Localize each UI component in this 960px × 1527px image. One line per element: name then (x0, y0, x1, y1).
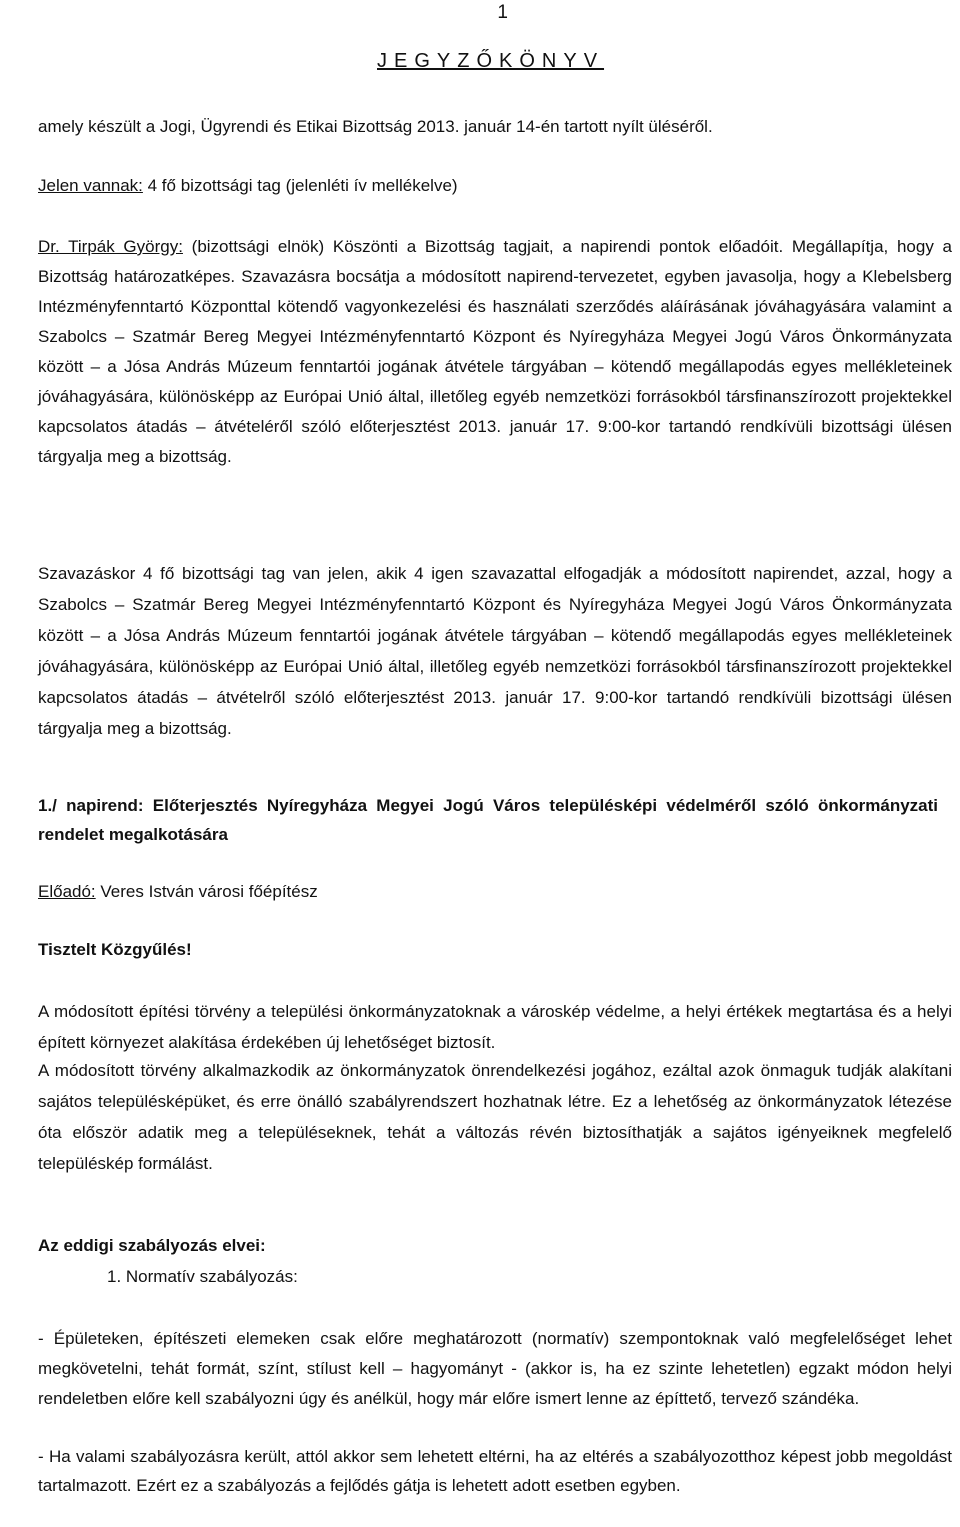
agenda-item-heading: 1./ napirend: Előterjesztés Nyíregyháza Megyei Jogú Város településképi védelméről szóló önkormányzati rendelet megalkotására (38, 796, 938, 844)
present-line (38, 173, 952, 199)
present-label: Jelen vannak: (38, 176, 143, 195)
presenter-line (38, 879, 952, 905)
page-number: 1 (497, 2, 508, 23)
paragraph-2: A módosított törvény alkalmazkodik az önkormányzatok önrendelkezési jogához, ezáltal azok önmaguk tudják alakítani sajátos településképüket, és erre önálló szabályrendszert hozhatnak létre. Ez a lehetőség az önkormányzatok létezése óta először adatik meg a településeknek, tehát a változás révén biztosíthatják a sajátos igényeiknek megfelelő településkép formálást. (38, 1061, 952, 1173)
numbered-item: 1. Normatív szabályozás: (107, 1267, 298, 1286)
chair-name: Dr. Tirpák György: (38, 237, 183, 256)
chair-text: (bizottsági elnök) Köszönti a Bizottság tagjait, a napirendi pontok előadóit. Megállapítja, hogy a Bizottság határozatképes. Szavazásra bocsátja a módosított napirend-tervezetet, egyben javasolja, hogy a Klebelsberg Intézményfenntartó Központtal kötendő vagyonkezelési és használati szerződés aláírásának jóváhagyására valamint a Szabolcs – Szatmár Bereg Megyei Intézményfenntartó Központ és Nyíregyháza Megyei Jogú Város Önkormányzata között – a Jósa András Múzeum fenntartói jogának átvétele tárgyában – kötendő megállapodás egyes mellékleteinek jóváhagyására, különösképp az Európai Unió által, illetőleg egyéb nemzetközi forrásokból társfinanszírozott projektekkel kapcsolatos átadás – átvételéről szóló előterjesztést 2013. január 17. 9:00-kor tartandó rendkívüli bizottsági ülésen tárgyalja meg a bizottság. (38, 237, 952, 466)
chair-paragraph (38, 232, 952, 472)
principles-heading: Az eddigi szabályozás elvei: (38, 1236, 266, 1255)
bullet-2: - Ha valami szabályozásra került, attól akkor sem lehetett eltérni, ha az eltérés a szabályozotthoz képest jobb megoldást tartalmazott. Ezért ez a szabályozás a fejlődés gátja is lehetett adott esetben egyben. (38, 1447, 952, 1495)
present-text: 4 fő bizottsági tag (jelenléti ív mellékelve) (142, 176, 458, 195)
bullet-1: - Épületeken, építészeti elemeken csak előre meghatározott (normatív) szempontoknak való megfelelőséget lehet megkövetelni, tehát formát, színt, stílust kell – hagyományt - (akkor is, ha ez szinte lehetetlen) egzakt módon helyi rendeletben előre kell szabályozni úgy és anélkül, hogy már előre ismert lenne az építtető, tervező szándéka. (38, 1329, 952, 1408)
document-title: JEGYZŐKÖNYV (377, 50, 605, 72)
vote-paragraph: Szavazáskor 4 fő bizottsági tag van jelen, akik 4 igen szavazattal elfogadják a módosított napirendet, azzal, hogy a Szabolcs – Szatmár Bereg Megyei Intézményfenntartó Központ és Nyíregyháza Megyei Jogú Város Önkormányzata között – a Jósa András Múzeum fenntartói jogának átvétele tárgyában – kötendő megállapodás egyes mellékleteinek jóváhagyására, különösképp az Európai Unió által, illetőleg egyéb nemzetközi forrásokból társfinanszírozott projektekkel kapcsolatos átadás – átvételről szóló előterjesztést 2013. január 17. 9:00-kor tartandó rendkívüli bizottsági ülésen tárgyalja meg a bizottság. (38, 564, 952, 738)
presenter-text: Veres István városi főépítész (95, 882, 318, 901)
paragraph-1: A módosított építési törvény a települési önkormányzatoknak a városkép védelme, a helyi értékek megtartása és a helyi épített környezet alakítása érdekében új lehetőséget biztosít. (38, 1002, 952, 1052)
presenter-label: Előadó: (38, 882, 96, 901)
intro-line: amely készült a Jogi, Ügyrendi és Etikai Bizottság 2013. január 14-én tartott nyílt üléséről. (38, 117, 713, 136)
salutation: Tisztelt Közgyűlés! (38, 940, 192, 959)
